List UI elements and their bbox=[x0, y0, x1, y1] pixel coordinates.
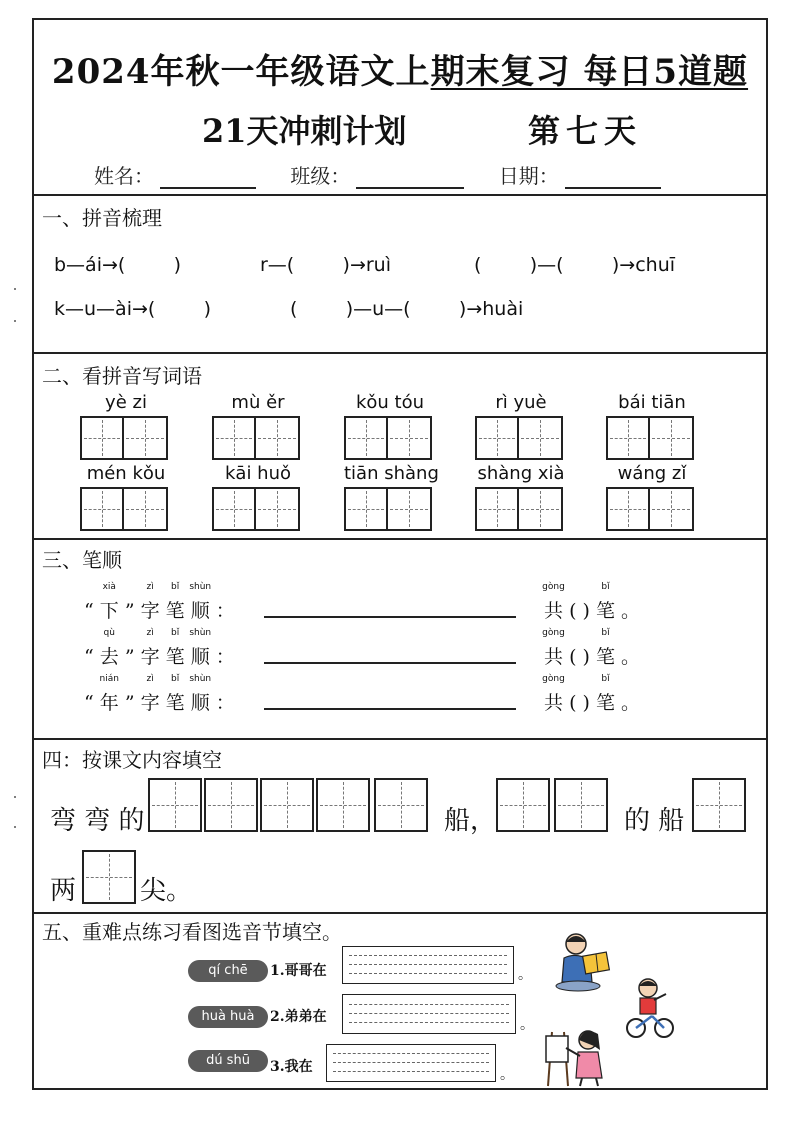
word-pinyin: mù ěr bbox=[231, 392, 285, 413]
tianzige-box[interactable] bbox=[344, 416, 388, 460]
tianzige-box[interactable] bbox=[124, 487, 168, 531]
tianzige-box[interactable] bbox=[388, 416, 432, 460]
pinyin-exercise[interactable]: ( )—u—( )→huài bbox=[290, 298, 524, 320]
margin-mark bbox=[14, 826, 16, 828]
pinyin-exercise[interactable]: r—( )→ruì bbox=[260, 254, 392, 276]
stroke-count: gòng 共 ( ) bǐ 笔 。 bbox=[542, 628, 641, 668]
section4-title: 四：按课文内容填空 bbox=[42, 748, 222, 772]
tianzige-box[interactable] bbox=[388, 487, 432, 531]
word-pinyin: kāi huǒ bbox=[224, 463, 291, 484]
word-item bbox=[606, 463, 698, 531]
margin-mark bbox=[14, 320, 16, 322]
word-pinyin: shàng xià bbox=[477, 463, 565, 484]
tianzige-box[interactable] bbox=[606, 416, 650, 460]
divider bbox=[34, 912, 766, 914]
word-item bbox=[475, 463, 567, 531]
tianzige-box[interactable] bbox=[606, 487, 650, 531]
class-field[interactable] bbox=[356, 167, 464, 189]
tianzige-box[interactable] bbox=[256, 487, 300, 531]
stroke-order-row: “ qù 去 ” zì 字 bǐ 笔 shùn 顺 ： bbox=[84, 628, 235, 668]
word-pinyin: kǒu tóu bbox=[355, 392, 425, 413]
tianzige-box[interactable] bbox=[148, 778, 202, 832]
cycling-boy-illustration bbox=[624, 976, 676, 1040]
word-pinyin: tiān shàng bbox=[344, 463, 439, 484]
fill-text: 的 船 bbox=[624, 806, 685, 836]
word-item bbox=[212, 463, 304, 531]
tianzige-box[interactable] bbox=[475, 487, 519, 531]
tianzige-box[interactable] bbox=[256, 416, 300, 460]
stroke-count: gòng 共 ( ) bǐ 笔 。 bbox=[542, 582, 641, 622]
tianzige-box[interactable] bbox=[650, 487, 694, 531]
stroke-order-row: “ nián 年 ” zì 字 bǐ 笔 shùn 顺 ： bbox=[84, 674, 235, 714]
stroke-order-row: “ xià 下 ” zì 字 bǐ 笔 shùn 顺 ： bbox=[84, 582, 235, 622]
word-item bbox=[344, 392, 436, 460]
date-field[interactable] bbox=[565, 167, 661, 189]
date-label: 日期： bbox=[498, 164, 559, 188]
word-item bbox=[344, 463, 439, 531]
tianzige-box[interactable] bbox=[80, 416, 124, 460]
margin-mark bbox=[14, 796, 16, 798]
answer-box[interactable] bbox=[342, 946, 514, 984]
worksheet: 2024年秋一年级语文上期末复习 每日5道题 21天冲刺计划 第七天 姓名： 班级： 日期： 一、拼音梳理 b—ái→( ) r—( )→ruì ( )—( )→chuī k—u—ài→( ) ( )—u—( )→huài 二、看拼音写词语 yè zi mù ěr kǒu tóu rì yuè bái tiān mén kǒu kāi huǒ tiān shàng shàng xià wáng zǐ 三、笔顺 “ xià 下 ” zì 字 bǐ 笔 shùn 顺 ： gòng 共 ( ) bǐ 笔 。 “ qù 去 ” zì 字 bǐ 笔 shùn 顺 ： gòng 共 ( ) bǐ 笔 。 “ nián 年 ” zì 字 bǐ 笔 shùn 顺 ： gòng 共 ( ) bǐ 笔 。 四：按课文内容填空 弯 弯 的 船， 的 船 两 尖。 五、重难点练习看图选音节填空。 qí chē huà huà dú shū 1.哥哥在 。 2.弟弟在 。 3.我在 。 bbox=[32, 18, 768, 1090]
divider bbox=[34, 738, 766, 740]
word-pinyin: bái tiān bbox=[618, 392, 686, 413]
tianzige-box[interactable] bbox=[204, 778, 258, 832]
syllable-option[interactable]: qí chē bbox=[188, 960, 268, 982]
divider bbox=[34, 352, 766, 354]
tianzige-box[interactable] bbox=[475, 416, 519, 460]
word-pinyin: rì yuè bbox=[495, 392, 547, 413]
tianzige-box[interactable] bbox=[519, 487, 563, 531]
question-label: 2.弟弟在 bbox=[270, 1009, 327, 1025]
section2-title: 二、看拼音写词语 bbox=[42, 364, 202, 388]
fill-text: 尖。 bbox=[140, 876, 193, 906]
student-info bbox=[94, 160, 689, 189]
stroke-answer-line[interactable] bbox=[264, 708, 516, 710]
fill-text: 船， bbox=[444, 806, 497, 836]
pinyin-exercise[interactable]: b—ái→( ) bbox=[54, 254, 182, 276]
word-pinyin: yè zi bbox=[105, 392, 147, 413]
divider bbox=[34, 538, 766, 540]
answer-box[interactable] bbox=[342, 994, 516, 1034]
word-pinyin: mén kǒu bbox=[86, 463, 166, 484]
tianzige-box[interactable] bbox=[344, 487, 388, 531]
subtitle: 21天冲刺计划 bbox=[202, 112, 407, 150]
stroke-answer-line[interactable] bbox=[264, 662, 516, 664]
divider bbox=[34, 194, 766, 196]
name-label: 姓名： bbox=[94, 164, 154, 188]
section1-title: 一、拼音梳理 bbox=[42, 206, 162, 230]
tianzige-box[interactable] bbox=[692, 778, 746, 832]
fill-text: 弯 弯 的 bbox=[50, 806, 145, 836]
tianzige-box[interactable] bbox=[260, 778, 314, 832]
question-label: 1.哥哥在 bbox=[270, 963, 327, 979]
pinyin-exercise[interactable]: k—u—ài→( ) bbox=[54, 298, 212, 320]
stroke-count: gòng 共 ( ) bǐ 笔 。 bbox=[542, 674, 641, 714]
section3-title: 三、笔顺 bbox=[42, 548, 122, 572]
tianzige-box[interactable] bbox=[650, 416, 694, 460]
day-label: 第七天 bbox=[528, 112, 643, 150]
tianzige-box[interactable] bbox=[519, 416, 563, 460]
tianzige-box[interactable] bbox=[212, 487, 256, 531]
section5-title: 五、重难点练习看图选音节填空。 bbox=[42, 920, 342, 944]
margin-mark bbox=[14, 288, 16, 290]
word-item bbox=[212, 392, 304, 460]
word-item bbox=[606, 392, 698, 460]
tianzige-box[interactable] bbox=[82, 850, 136, 904]
pinyin-exercise[interactable]: ( )—( )→chuī bbox=[474, 254, 676, 276]
class-label: 班级： bbox=[290, 164, 351, 188]
tianzige-box[interactable] bbox=[374, 778, 428, 832]
tianzige-box[interactable] bbox=[316, 778, 370, 832]
question-label: 3.我在 bbox=[270, 1059, 313, 1075]
tianzige-box[interactable] bbox=[80, 487, 124, 531]
name-field[interactable] bbox=[160, 167, 256, 189]
tianzige-box[interactable] bbox=[554, 778, 608, 832]
tianzige-box[interactable] bbox=[124, 416, 168, 460]
word-item bbox=[475, 392, 567, 460]
reading-boy-illustration bbox=[554, 930, 614, 994]
tianzige-box[interactable] bbox=[212, 416, 256, 460]
worksheet-title: 2024年秋一年级语文上期末复习 每日5道题 bbox=[51, 52, 749, 92]
fill-text: 两 bbox=[50, 876, 77, 906]
syllable-option[interactable]: dú shū bbox=[188, 1050, 268, 1072]
stroke-answer-line[interactable] bbox=[264, 616, 516, 618]
word-pinyin: wáng zǐ bbox=[617, 463, 687, 484]
syllable-option[interactable]: huà huà bbox=[188, 1006, 268, 1028]
answer-box[interactable] bbox=[326, 1044, 496, 1082]
word-item bbox=[80, 463, 172, 531]
tianzige-box[interactable] bbox=[496, 778, 550, 832]
word-item bbox=[80, 392, 172, 460]
painting-girl-illustration bbox=[544, 1024, 610, 1088]
